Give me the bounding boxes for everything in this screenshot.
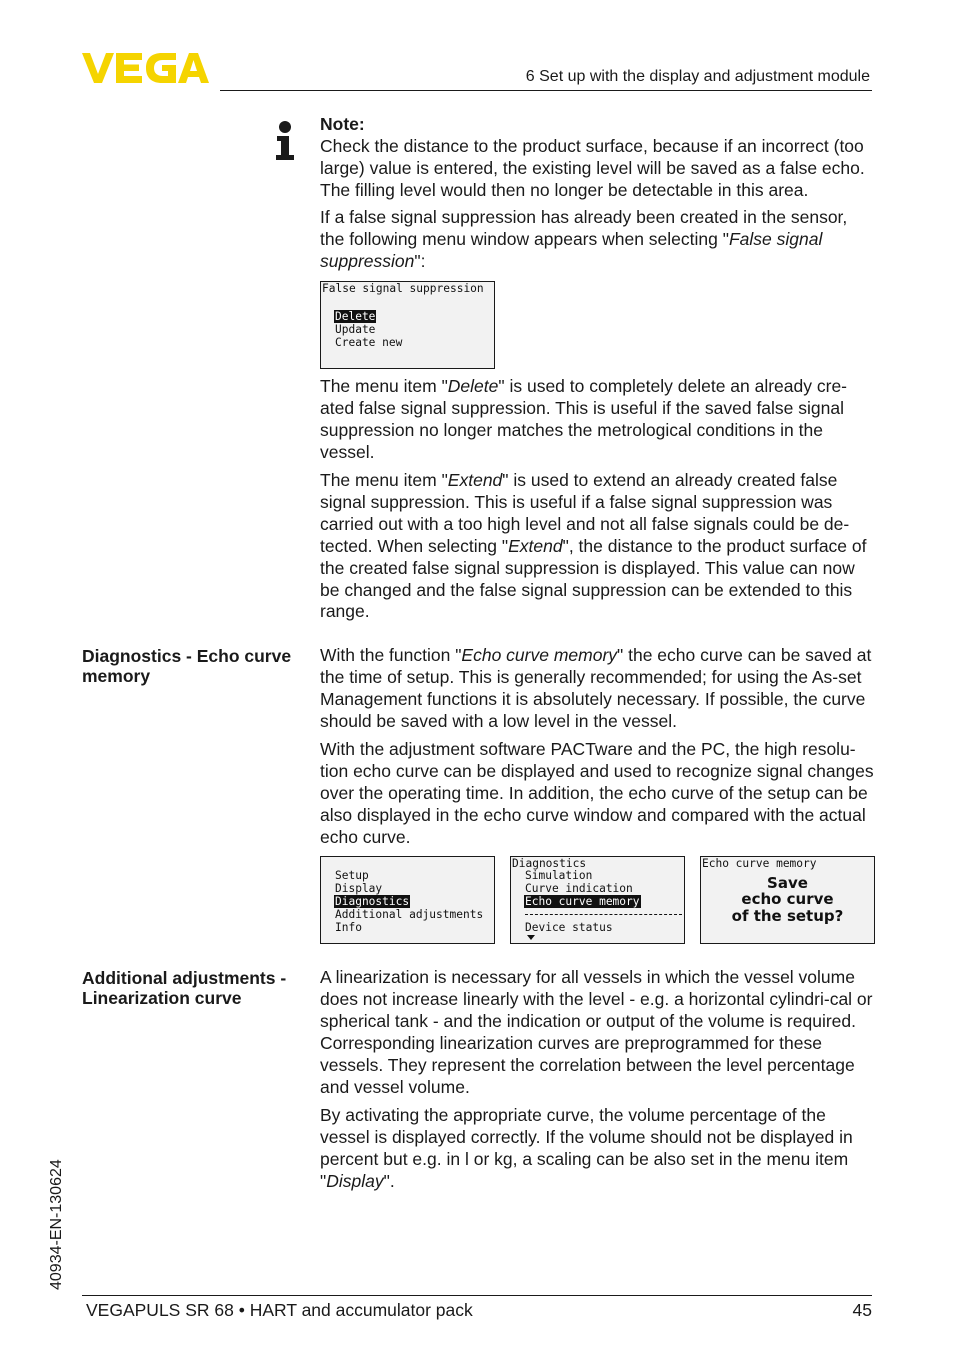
emphasis: Delete [447, 376, 499, 396]
lcd-save-echo-screen [700, 856, 875, 944]
lcd-item-echo-curve-memory: Echo curve memory [525, 895, 640, 908]
text: " is used to extend an already created false signal suppression. This is useful if a false signal suppression was carried out with a too high level and not all false signals could be de-tected. When selecting " [320, 470, 850, 556]
header-section-title: 6 Set up with the display and adjustment module [525, 68, 870, 85]
document-code: 40934-EN-130624 [48, 1159, 65, 1290]
text: " the echo curve can be saved at the time of setup. This is generally recommended; for using the As-set Management functions it is absolutely necessary. If possible, the curve should be saved with a low level in the vessel. [320, 645, 872, 731]
page-number: 45 [852, 1300, 872, 1320]
info-icon [275, 120, 295, 162]
para-extend [320, 470, 875, 623]
text: ". [383, 1170, 395, 1191]
para-false-intro [320, 207, 875, 273]
lcd-item-delete: Delete [335, 310, 376, 323]
para-lin-2 [320, 1105, 875, 1193]
lcd-item-simulation: Simulation [525, 869, 593, 882]
lcd-title: False signal suppression [322, 282, 484, 295]
emphasis: Display [326, 1170, 384, 1191]
lcd-item-curve-indication: Curve indication [525, 882, 633, 895]
footer-rule [82, 1295, 872, 1296]
text: ": [414, 250, 426, 271]
lcd-item-device-status: Device status [525, 921, 613, 934]
emphasis: Echo curve memory [461, 645, 618, 665]
lcd-item-diagnostics: Diagnostics [335, 895, 410, 908]
text: ", the distance to the product surface of the created false signal suppression is displayed. This value can now be changed and the false signal suppression can be extended to this range. [320, 535, 867, 622]
lcd-false-signal-screen [320, 281, 495, 369]
lcd-main-menu-screen [320, 856, 495, 944]
text: The menu item " [320, 470, 448, 490]
lcd-item-display: Display [335, 882, 383, 895]
lcd-title: Diagnostics [512, 857, 587, 870]
text: " is used to completely delete an already cre-ated false signal suppression. This is useful if the saved false signal suppression no longer matches the metrological conditions in the vessel. [320, 376, 848, 462]
header-rule [220, 90, 872, 91]
text: The menu item " [320, 376, 448, 396]
note-text: Check the distance to the product surface, because if an incorrect (too large) value is entered, the existing level will be saved as a false echo. The filling level would then no longer be detectable in this area. [320, 135, 865, 200]
scroll-down-icon [527, 935, 535, 940]
para-delete [320, 376, 875, 464]
emphasis: Extend [447, 470, 503, 490]
note-title: Note: [320, 114, 365, 134]
text: If a false signal suppression has already been created in the sensor, the following menu window appears when selecting " [320, 207, 848, 249]
para-echo-1 [320, 645, 875, 733]
emphasis: Extend [508, 535, 563, 556]
lcd-item-update: Update [335, 323, 376, 336]
heading-echo-curve-memory: Diagnostics - Echo curve memory [82, 646, 292, 686]
lcd-separator [525, 914, 682, 915]
lcd-save-line-3: of the setup? [731, 907, 844, 925]
footer-product: VEGAPULS SR 68 • HART and accumulator pack [86, 1300, 473, 1320]
lcd-title: Echo curve memory [702, 857, 817, 870]
vega-logo [82, 52, 212, 84]
lcd-item-create-new: Create new [335, 336, 403, 349]
emphasis: False signal suppression [320, 228, 823, 271]
lcd-save-line-2: echo curve [741, 890, 834, 908]
text: By activating the appropriate curve, the volume percentage of the vessel is displayed correctly. If the volume should not be displayed in percent but e.g. in l or kg, a scaling can be also set in the menu item " [320, 1105, 853, 1191]
para-lin-1: A linearization is necessary for all vessels in which the vessel volume does not increase linearly with the level - e.g. a horizontal cylindri-cal or spherical tank - and the indication or output of the volume is required. Corresponding linearization curves are preprogrammed for these vessels. They represent the correlation between the level percentage and vessel volume. [320, 967, 873, 1097]
lcd-item-info: Info [335, 921, 362, 934]
lcd-diagnostics-screen [510, 856, 685, 944]
heading-linearization-curve: Additional adjustments - Linearization curve [82, 968, 287, 1008]
note-block [320, 114, 875, 202]
para-echo-2: With the adjustment software PACTware and the PC, the high resolu-tion echo curve can be displayed and used to recognize signal changes over the operating time. In addition, the echo curve of the setup can be also displayed in the echo curve window and compared with the actual echo curve. [320, 739, 874, 847]
lcd-item-additional-adjustments: Additional adjustments [335, 908, 484, 921]
lcd-item-setup: Setup [335, 869, 369, 882]
text: With the function " [320, 645, 462, 665]
lcd-save-line-1: Save [767, 874, 808, 892]
